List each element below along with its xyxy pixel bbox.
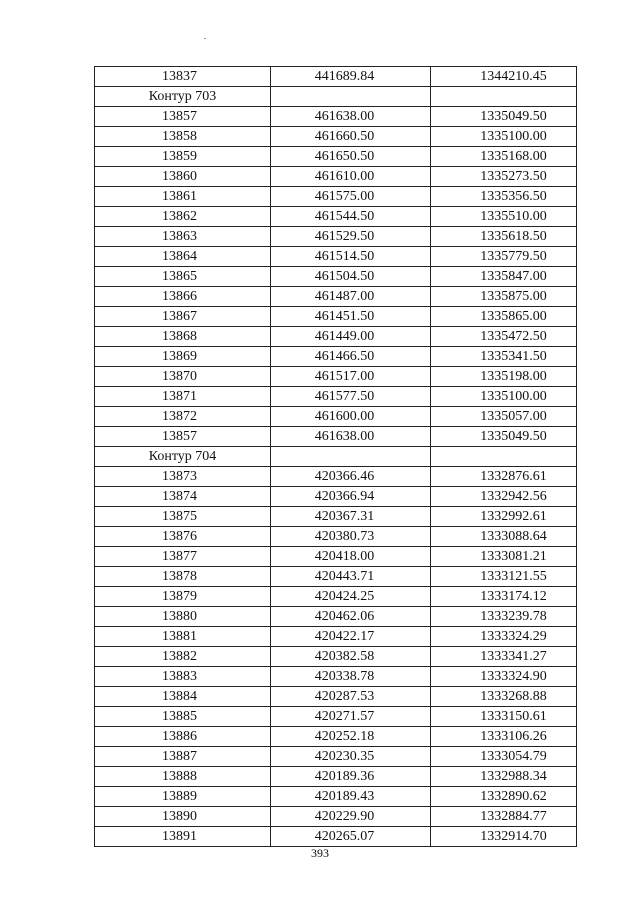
y-coordinate: 1333081.21 [431,547,577,567]
table-row [95,667,577,687]
point-number: 13887 [95,747,271,767]
y-coordinate: 1335356.50 [431,187,577,207]
table-row [95,347,577,367]
table-row [95,507,577,527]
x-coordinate: 420265.07 [271,827,431,847]
y-coordinate: 1333268.88 [431,687,577,707]
y-coordinate: 1333150.61 [431,707,577,727]
contour-header-row [95,447,577,467]
table-row [95,267,577,287]
y-coordinate: 1335865.00 [431,307,577,327]
point-number: 13888 [95,767,271,787]
table-row [95,67,577,87]
x-coordinate: 461650.50 [271,147,431,167]
point-number: 13881 [95,627,271,647]
table-row [95,147,577,167]
y-coordinate: 1333239.78 [431,607,577,627]
point-number: 13863 [95,227,271,247]
x-coordinate: 420287.53 [271,687,431,707]
point-number: 13861 [95,187,271,207]
table-row [95,327,577,347]
y-coordinate: 1332942.56 [431,487,577,507]
x-coordinate: 461600.00 [271,407,431,427]
y-coordinate: 1333324.29 [431,627,577,647]
table-row [95,747,577,767]
coordinates-table [94,66,577,847]
y-coordinate: 1335875.00 [431,287,577,307]
y-coordinate: 1333106.26 [431,727,577,747]
y-coordinate: 1335273.50 [431,167,577,187]
table-row [95,687,577,707]
table-row [95,587,577,607]
table-row [95,227,577,247]
contour-header-row [95,87,577,107]
point-number: 13884 [95,687,271,707]
point-number: 13879 [95,587,271,607]
table-row [95,467,577,487]
x-coordinate: 420367.31 [271,507,431,527]
table-row [95,387,577,407]
point-number: 13857 [95,427,271,447]
point-number: 13869 [95,347,271,367]
x-coordinate: 420252.18 [271,727,431,747]
point-number: 13883 [95,667,271,687]
point-number: 13867 [95,307,271,327]
table-row [95,727,577,747]
y-coordinate: 1335472.50 [431,327,577,347]
x-coordinate: 420271.57 [271,707,431,727]
table-row [95,767,577,787]
y-coordinate: 1344210.45 [431,67,577,87]
table-row [95,427,577,447]
coordinates-table-body [95,67,577,847]
x-coordinate: 461529.50 [271,227,431,247]
point-number: 13880 [95,607,271,627]
point-number: 13870 [95,367,271,387]
table-row [95,807,577,827]
x-coordinate: 461449.00 [271,327,431,347]
y-coordinate: 1333121.55 [431,567,577,587]
scan-speck [204,38,206,39]
x-coordinate: 461451.50 [271,307,431,327]
y-coordinate: 1335049.50 [431,107,577,127]
table-row [95,527,577,547]
x-coordinate: 420366.46 [271,467,431,487]
x-coordinate: 420424.25 [271,587,431,607]
y-coordinate: 1335057.00 [431,407,577,427]
x-coordinate: 420382.58 [271,647,431,667]
y-coordinate: 1335100.00 [431,127,577,147]
y-coordinate: 1335168.00 [431,147,577,167]
table-row [95,647,577,667]
x-coordinate: 420230.35 [271,747,431,767]
y-coordinate: 1335779.50 [431,247,577,267]
y-coordinate: 1335847.00 [431,267,577,287]
point-number: 13866 [95,287,271,307]
table-row [95,107,577,127]
empty-cell [271,447,431,467]
x-coordinate: 461577.50 [271,387,431,407]
point-number: 13882 [95,647,271,667]
y-coordinate: 1333341.27 [431,647,577,667]
x-coordinate: 420462.06 [271,607,431,627]
y-coordinate: 1335049.50 [431,427,577,447]
x-coordinate: 461487.00 [271,287,431,307]
point-number: 13877 [95,547,271,567]
x-coordinate: 420189.43 [271,787,431,807]
table-row [95,487,577,507]
y-coordinate: 1335510.00 [431,207,577,227]
table-row [95,247,577,267]
contour-label: Контур 704 [95,447,271,467]
y-coordinate: 1333054.79 [431,747,577,767]
empty-cell [431,447,577,467]
point-number: 13876 [95,527,271,547]
point-number: 13837 [95,67,271,87]
point-number: 13860 [95,167,271,187]
x-coordinate: 420418.00 [271,547,431,567]
point-number: 13885 [95,707,271,727]
x-coordinate: 461575.00 [271,187,431,207]
empty-cell [431,87,577,107]
point-number: 13891 [95,827,271,847]
table-row [95,287,577,307]
y-coordinate: 1335100.00 [431,387,577,407]
point-number: 13857 [95,107,271,127]
x-coordinate: 420422.17 [271,627,431,647]
table-row [95,547,577,567]
x-coordinate: 420380.73 [271,527,431,547]
x-coordinate: 461504.50 [271,267,431,287]
x-coordinate: 420366.94 [271,487,431,507]
point-number: 13886 [95,727,271,747]
point-number: 13859 [95,147,271,167]
point-number: 13872 [95,407,271,427]
point-number: 13874 [95,487,271,507]
y-coordinate: 1332884.77 [431,807,577,827]
point-number: 13868 [95,327,271,347]
y-coordinate: 1333088.64 [431,527,577,547]
page-number: 393 [311,846,329,860]
y-coordinate: 1333174.12 [431,587,577,607]
x-coordinate: 441689.84 [271,67,431,87]
table-row [95,367,577,387]
table-row [95,207,577,227]
x-coordinate: 420229.90 [271,807,431,827]
x-coordinate: 420189.36 [271,767,431,787]
point-number: 13862 [95,207,271,227]
table-row [95,307,577,327]
point-number: 13890 [95,807,271,827]
x-coordinate: 461610.00 [271,167,431,187]
y-coordinate: 1332988.34 [431,767,577,787]
y-coordinate: 1332914.70 [431,827,577,847]
table-row [95,827,577,847]
table-row [95,187,577,207]
table-row [95,407,577,427]
table-row [95,127,577,147]
point-number: 13875 [95,507,271,527]
x-coordinate: 461638.00 [271,427,431,447]
x-coordinate: 461466.50 [271,347,431,367]
y-coordinate: 1335198.00 [431,367,577,387]
y-coordinate: 1332876.61 [431,467,577,487]
table-row [95,627,577,647]
x-coordinate: 420338.78 [271,667,431,687]
point-number: 13864 [95,247,271,267]
table-row [95,607,577,627]
x-coordinate: 461544.50 [271,207,431,227]
table-row [95,567,577,587]
point-number: 13858 [95,127,271,147]
table-row [95,167,577,187]
point-number: 13889 [95,787,271,807]
x-coordinate: 461638.00 [271,107,431,127]
contour-label: Контур 703 [95,87,271,107]
point-number: 13873 [95,467,271,487]
point-number: 13878 [95,567,271,587]
x-coordinate: 461660.50 [271,127,431,147]
table-row [95,787,577,807]
y-coordinate: 1335618.50 [431,227,577,247]
x-coordinate: 420443.71 [271,567,431,587]
x-coordinate: 461514.50 [271,247,431,267]
point-number: 13871 [95,387,271,407]
point-number: 13865 [95,267,271,287]
table-row [95,707,577,727]
y-coordinate: 1332890.62 [431,787,577,807]
empty-cell [271,87,431,107]
x-coordinate: 461517.00 [271,367,431,387]
y-coordinate: 1333324.90 [431,667,577,687]
y-coordinate: 1332992.61 [431,507,577,527]
y-coordinate: 1335341.50 [431,347,577,367]
